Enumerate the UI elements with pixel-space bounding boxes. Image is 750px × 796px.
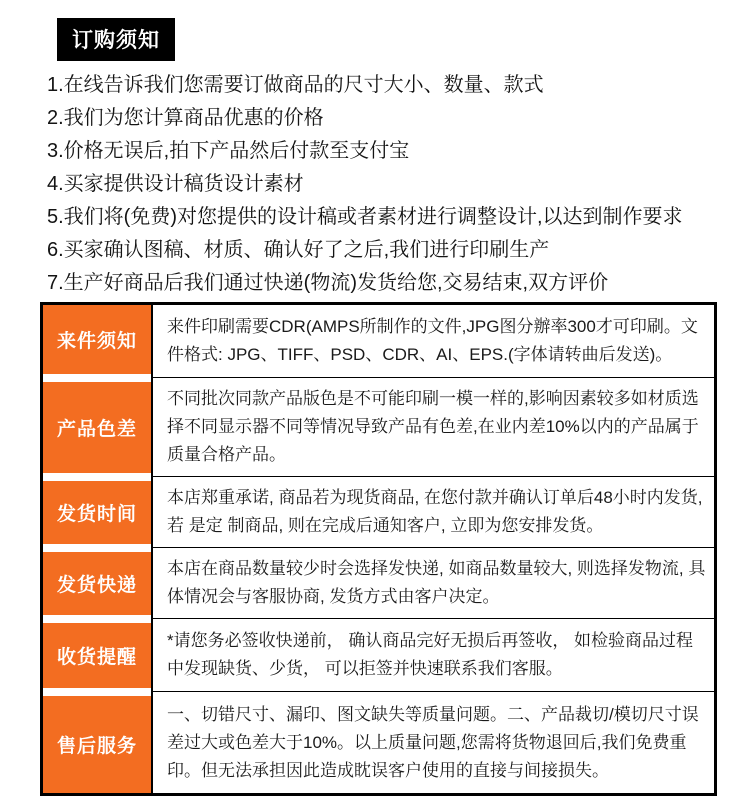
table-row-incoming-files	[43, 305, 714, 378]
table-row-shipping-time	[43, 477, 714, 548]
row-label-wrap	[43, 692, 153, 793]
step-item-7: 7.生产好商品后我们通过快递(物流)发货给您,交易结束,双方评价	[47, 272, 609, 294]
row-content	[153, 477, 714, 548]
table-row-shipping-courier	[43, 548, 714, 619]
page-title: 订购须知	[57, 18, 175, 61]
row-label: 发货时间	[43, 481, 151, 544]
row-content-text: 本店在商品数量较少时会选择发快递, 如商品数量较大, 则选择发物流, 具体情况会与客服协商, 发货方式由客户决定。	[167, 559, 706, 606]
row-label: 收货提醒	[43, 623, 151, 688]
row-content-text: 不同批次同款产品版色是不可能印刷一模一样的,影响因素较多如材质选择不同显示器不同等情况导致产品有色差,在业内差10%以内的产品属于质量合格产品。	[167, 389, 699, 464]
row-content	[153, 692, 714, 793]
row-label: 发货快递	[43, 552, 151, 615]
row-label-wrap	[43, 477, 153, 548]
step-item-5: 5.我们将(免费)对您提供的设计稿或者素材进行调整设计,以达到制作要求	[47, 206, 683, 228]
row-content-text: 来件印刷需要CDR(AMPS所制作的文件,JPG图分辦率300才可印刷。文件格式: JPG、TIFF、PSD、CDR、AI、EPS.(字体请转曲后发送)。	[167, 317, 698, 364]
row-content	[153, 548, 714, 619]
notice-table	[40, 302, 717, 796]
steps-list	[47, 69, 730, 300]
row-label: 售后服务	[43, 696, 151, 793]
row-label-wrap	[43, 305, 153, 378]
row-label-wrap	[43, 378, 153, 477]
row-label: 产品色差	[43, 382, 151, 473]
row-content	[153, 305, 714, 378]
table-row-receipt-reminder	[43, 619, 714, 692]
row-content-text: 一、切错尺寸、漏印、图文缺失等质量问题。二、产品裁切/模切尺寸误差过大或色差大于10%。以上质量问题,您需将货物退回后,我们免费重印。但无法承担因此造成眈误客户使用的直接与间接损失。	[167, 704, 699, 780]
row-content	[153, 619, 714, 692]
row-label-wrap	[43, 548, 153, 619]
row-label-wrap	[43, 619, 153, 692]
row-content-text: 本店郑重承诺, 商品若为现货商品, 在您付款并确认订单后48小时内发货, 若 是定 制商品, 则在完成后通知客户, 立即为您安排发货。	[167, 488, 703, 535]
table-row-after-sales	[43, 692, 714, 793]
step-item-6: 6.买家确认图稿、材质、确认好了之后,我们进行印刷生产	[47, 239, 550, 261]
row-content	[153, 378, 714, 477]
table-row-color-difference	[43, 378, 714, 477]
step-item-4: 4.买家提供设计稿货设计素材	[47, 173, 304, 195]
row-label: 来件须知	[43, 305, 151, 374]
step-item-2: 2.我们为您计算商品优惠的价格	[47, 107, 324, 129]
step-item-3: 3.价格无误后,拍下产品然后付款至支付宝	[47, 140, 410, 162]
row-content-text: *请您务必签收快递前， 确认商品完好无损后再签收， 如检验商品过程中发现缺货、少货， 可以拒签并快速联系我们客服。	[167, 631, 694, 678]
step-item-1: 1.在线告诉我们您需要订做商品的尺寸大小、数量、款式	[47, 74, 544, 96]
